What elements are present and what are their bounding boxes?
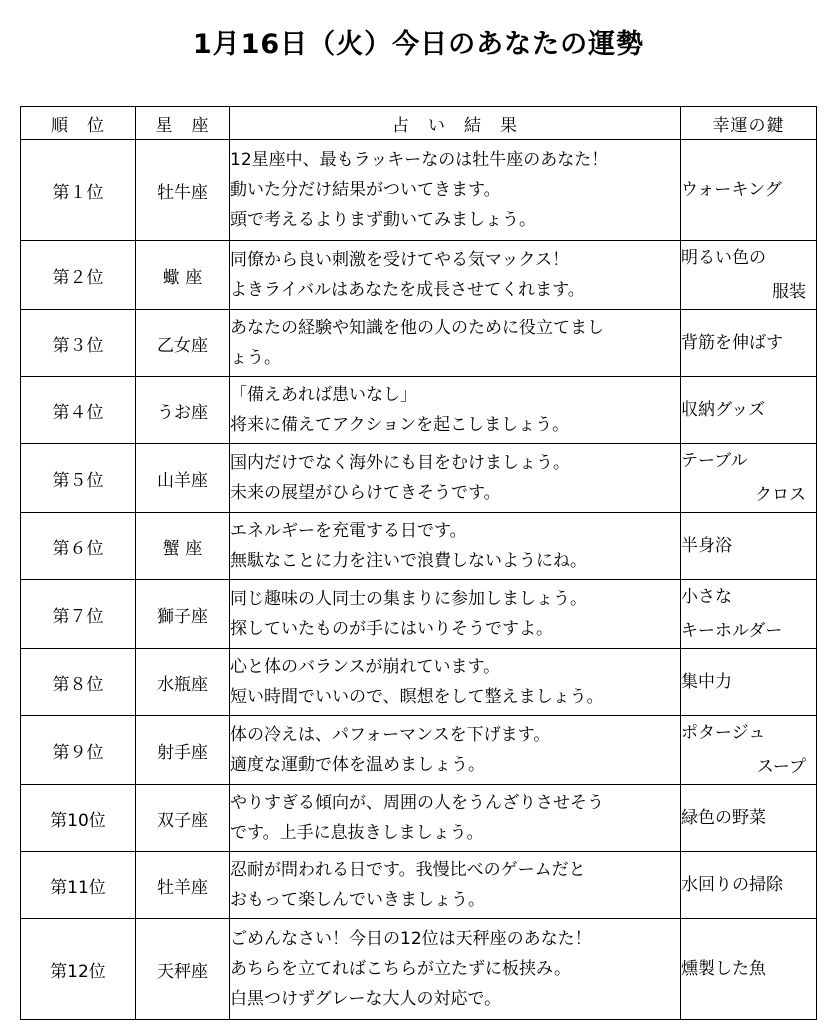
- rank-cell: 第12位: [21, 919, 136, 1020]
- table-row: [21, 444, 817, 513]
- result-cell: [230, 377, 681, 444]
- sign-cell: 乙女座: [136, 310, 230, 377]
- lucky-key-cell: [681, 444, 817, 513]
- sign-cell: 牡羊座: [136, 852, 230, 919]
- rank-cell: 第７位: [21, 580, 136, 649]
- result-cell: [230, 444, 681, 513]
- sign-cell: 山羊座: [136, 444, 230, 513]
- result-line: ょう。: [230, 348, 281, 368]
- rank-cell: 第８位: [21, 649, 136, 716]
- result-line: 同じ趣味の人同士の集まりに参加しましょう。: [230, 589, 587, 609]
- result-line: 体の冷えは、パフォーマンスを下げます。: [230, 725, 551, 745]
- lucky-key-line: テーブル: [681, 451, 748, 471]
- lucky-key-line: 集中力: [681, 672, 732, 692]
- sign-cell: 牡牛座: [136, 140, 230, 241]
- header-key: 幸運の鍵: [681, 107, 817, 140]
- table-row: [21, 140, 817, 241]
- result-line: 国内だけでなく海外にも目をむけましょう。: [230, 453, 570, 473]
- table-row: [21, 310, 817, 377]
- sign-cell: 射手座: [136, 716, 230, 785]
- result-line: あちらを立てればこちらが立たずに板挟み。: [230, 959, 572, 979]
- rank-cell: 第５位: [21, 444, 136, 513]
- result-line: 白黒つけずグレーな大人の対応で。: [230, 989, 502, 1009]
- header-result: 占 い 結 果: [230, 107, 681, 140]
- rank-cell: 第４位: [21, 377, 136, 444]
- result-line: やりすぎる傾向が、周囲の人をうんざりさせそう: [230, 793, 604, 813]
- result-cell: [230, 649, 681, 716]
- lucky-key-line: 服装: [772, 282, 806, 302]
- sign-cell: 蠍 座: [136, 241, 230, 310]
- result-line: 探していたものが手にはいりそうですよ。: [230, 619, 553, 639]
- table-row: [21, 852, 817, 919]
- result-cell: [230, 919, 681, 1020]
- lucky-key-line: 水回りの掃除: [681, 875, 783, 895]
- result-line: 将来に備えてアクションを起こしましょう。: [230, 415, 570, 435]
- table-row: [21, 377, 817, 444]
- result-cell: [230, 140, 681, 241]
- table-row: [21, 785, 817, 852]
- result-line: おもって楽しんでいきましょう。: [230, 890, 485, 910]
- lucky-key-line: ポタージュ: [681, 723, 766, 743]
- lucky-key-line: スープ: [756, 757, 806, 777]
- result-cell: [230, 241, 681, 310]
- header-sign: 星 座: [136, 107, 230, 140]
- lucky-key-cell: [681, 140, 817, 241]
- header-rank: 順 位: [21, 107, 136, 140]
- lucky-key-cell: [681, 310, 817, 377]
- rank-cell: 第２位: [21, 241, 136, 310]
- sign-cell: 蟹 座: [136, 513, 230, 580]
- lucky-key-cell: [681, 377, 817, 444]
- lucky-key-cell: [681, 241, 817, 310]
- lucky-key-line: 明るい色の: [681, 248, 766, 268]
- table-row: [21, 241, 817, 310]
- lucky-key-line: キーホルダー: [681, 621, 783, 641]
- lucky-key-line: ウォーキング: [681, 180, 782, 200]
- result-line: あなたの経験や知識を他の人のために役立てまし: [230, 318, 604, 338]
- result-line: よきライバルはあなたを成長させてくれます。: [230, 280, 585, 300]
- result-cell: [230, 852, 681, 919]
- lucky-key-line: 半身浴: [681, 536, 732, 556]
- result-line: エネルギーを充電する日です。: [230, 521, 467, 541]
- lucky-key-cell: [681, 919, 817, 1020]
- rank-cell: 第１位: [21, 140, 136, 241]
- lucky-key-line: 小さな: [681, 587, 732, 607]
- table-row: [21, 919, 817, 1020]
- lucky-key-cell: [681, 580, 817, 649]
- lucky-key-cell: [681, 513, 817, 580]
- table-row: [21, 580, 817, 649]
- sign-cell: うお座: [136, 377, 230, 444]
- page-title: 1月16日（火）今日のあなたの運勢: [192, 29, 645, 60]
- result-line: 頭で考えるよりまず動いてみましょう。: [230, 210, 536, 230]
- result-line: 無駄なことに力を注いで浪費しないようにね。: [230, 551, 587, 571]
- result-cell: [230, 513, 681, 580]
- lucky-key-line: 燻製した魚: [681, 959, 766, 979]
- result-line: 未来の展望がひらけてきそうです。: [230, 483, 501, 503]
- sign-cell: 天秤座: [136, 919, 230, 1020]
- result-line: 心と体のバランスが崩れています。: [230, 657, 501, 677]
- lucky-key-line: 緑色の野菜: [681, 808, 766, 828]
- lucky-key-cell: [681, 716, 817, 785]
- lucky-key-line: 収納グッズ: [681, 400, 766, 420]
- table-row: [21, 649, 817, 716]
- result-line: 適度な運動で体を温めましょう。: [230, 755, 485, 775]
- lucky-key-line: クロス: [755, 485, 806, 505]
- lucky-key-line: 背筋を伸ばす: [681, 333, 783, 353]
- lucky-key-cell: [681, 649, 817, 716]
- result-line: です。上手に息抜きしましょう。: [230, 823, 484, 843]
- fortune-table: [20, 106, 817, 1020]
- table-row: [21, 716, 817, 785]
- table-header-row: [21, 107, 817, 140]
- result-line: ごめんなさい！今日の12位は天秤座のあなた！: [230, 929, 592, 949]
- sign-cell: 双子座: [136, 785, 230, 852]
- sign-cell: 獅子座: [136, 580, 230, 649]
- result-line: 同僚から良い刺激を受けてやる気マックス！: [230, 250, 570, 270]
- rank-cell: 第６位: [21, 513, 136, 580]
- result-cell: [230, 785, 681, 852]
- rank-cell: 第３位: [21, 310, 136, 377]
- result-line: 「備えあれば患いなし」: [230, 385, 417, 405]
- rank-cell: 第９位: [21, 716, 136, 785]
- result-cell: [230, 716, 681, 785]
- lucky-key-cell: [681, 785, 817, 852]
- result-line: 短い時間でいいので、瞑想をして整えましょう。: [230, 687, 604, 707]
- result-line: 動いた分だけ結果がついてきます。: [230, 180, 501, 200]
- result-cell: [230, 580, 681, 649]
- table-row: [21, 513, 817, 580]
- rank-cell: 第10位: [21, 785, 136, 852]
- rank-cell: 第11位: [21, 852, 136, 919]
- lucky-key-cell: [681, 852, 817, 919]
- result-line: 忍耐が問われる日です。我慢比べのゲームだと: [230, 860, 586, 880]
- result-line: 12星座中、最もラッキーなのは牡牛座のあなた！: [230, 150, 609, 170]
- result-cell: [230, 310, 681, 377]
- sign-cell: 水瓶座: [136, 649, 230, 716]
